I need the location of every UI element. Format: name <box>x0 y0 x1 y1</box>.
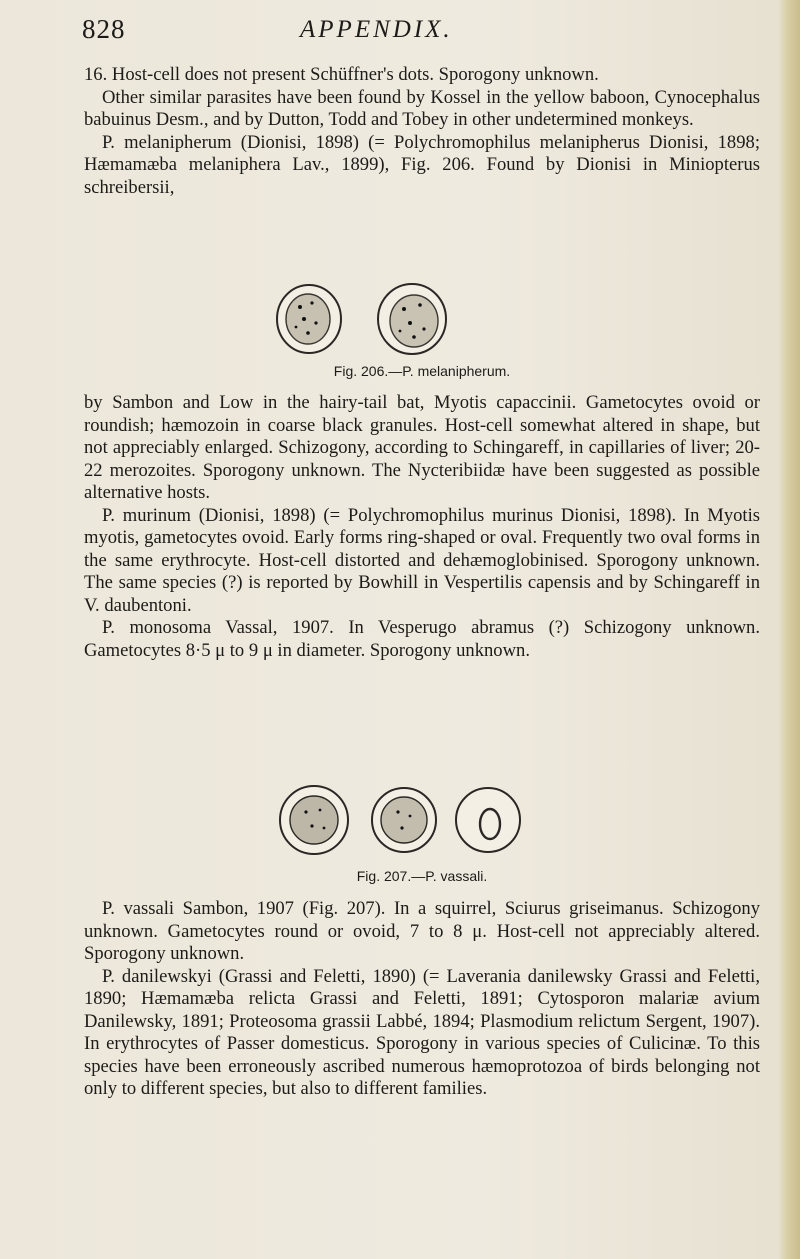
erythrocyte-cell-1 <box>277 285 341 353</box>
figure-206 <box>84 283 760 383</box>
paragraph-danilewskyi: P. danilewskyi (Grassi and Feletti, 1890) (= Laverania danilewsky Grassi and Feletti, 1890; Hæmamæba relicta Grassi and Feletti, 1891; Cytosporon malariæ avium Danilewsky, 1891; Proteosoma grassii Labbé, 1894; Plasmodium relictum Sergent, 1907). In erythrocytes of Passer domesticus. Sporogony in various species of Culicinæ. To this species have been erroneously ascribed numerous hæmoprotozoa of birds belonging not only to different species, but also to different families. <box>84 965 760 1099</box>
text-block-middle <box>84 392 760 662</box>
erythrocyte-cell-1 <box>280 786 348 854</box>
erythrocyte-cell-2 <box>372 788 436 852</box>
text-block-top <box>84 64 760 199</box>
paragraph-sambon-low: by Sambon and Low in the hairy-tail bat, Myotis capaccinii. Gametocytes ovoid or roundish; hæmozoin in coarse black granules. Host-cell somewhat altered in shape, but not appreciably enlarged. Schizogony, according to Schingareff, in capillaries of liver; 20-22 merozoites. Sporogony unknown. The Nycteribiidæ have been suggested as possible alternative hosts. <box>84 392 760 503</box>
paragraph-murinum: P. murinum (Dionisi, 1898) (= Polychromophilus murinus Dionisi, 1898). In Myotis myotis, gametocytes ovoid. Early forms ring-shaped or oval. Frequently two oval forms in the same erythrocyte. Host-cell distorted and dehæmoglobinised. Sporogony unknown. The same species (?) is reported by Bowhill in Vespertilis capensis and by Schingareff in V. daubentoni. <box>84 504 760 616</box>
erythrocyte-cell-3 <box>456 788 520 852</box>
figure-206-drawing <box>264 283 524 358</box>
figure-207-caption: Fig. 207.—P. vassali. <box>356 868 488 884</box>
figure-206-caption: Fig. 206.—P. melanipherum. <box>333 363 511 379</box>
page-edge-shadow <box>778 0 800 1259</box>
paragraph-monosoma: P. monosoma Vassal, 1907. In Vesperugo abramus (?) Schizogony unknown. Gametocytes 8·5 μ to 9 μ in diameter. Sporogony unknown. <box>84 617 760 661</box>
paragraph-melanipherum: P. melanipherum (Dionisi, 1898) (= Polychromophilus melanipherus Dionisi, 1898; Hæmamæba melaniphera Lav., 1899), Fig. 206. Found by Dionisi in Miniopterus schreibersii, <box>84 131 760 198</box>
page-number: 828 <box>82 14 126 44</box>
text-block-bottom <box>84 898 760 1101</box>
figure-207-drawing <box>274 782 524 862</box>
running-head: APPENDIX. <box>300 16 453 43</box>
figure-207 <box>84 782 760 892</box>
paragraph-vassali: P. vassali Sambon, 1907 (Fig. 207). In a squirrel, Sciurus griseimanus. Schizogony unknown. Gametocytes round or ovoid, 7 to 8 μ. Host-cell not appreciably altered. Sporogony unknown. <box>84 898 760 964</box>
paragraph-similar-parasites: Other similar parasites have been found by Kossel in the yellow baboon, Cynocephalus babuinus Desm., and by Dutton, Todd and Tobey in other undetermined monkeys. <box>84 86 760 130</box>
paragraph-host-cell: 16. Host-cell does not present Schüffner's dots. Sporogony unknown. <box>84 64 599 85</box>
erythrocyte-cell-2 <box>378 284 446 354</box>
